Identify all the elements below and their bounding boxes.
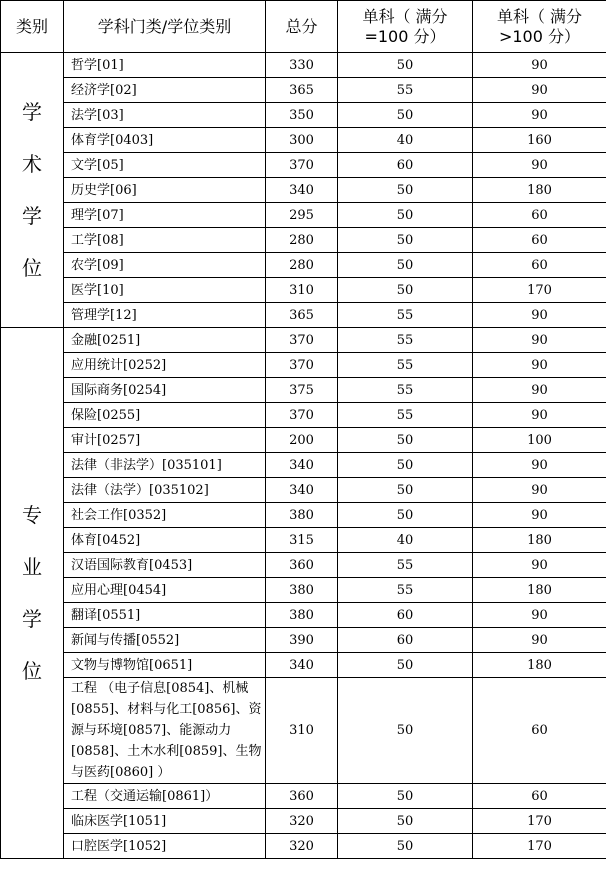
subject-cell: 哲学[01] (64, 53, 266, 78)
subject-cell: 法律（法学）[035102] (64, 478, 266, 503)
total-score-cell: 370 (266, 403, 338, 428)
table-row (1, 203, 606, 228)
subject-cell: 保险[0255] (64, 403, 266, 428)
total-score-cell: 380 (266, 503, 338, 528)
subject-cell: 管理学[12] (64, 303, 266, 328)
table-row (1, 784, 606, 809)
header-row (1, 1, 606, 53)
single-over-100-cell: 90 (473, 403, 606, 428)
subject-cell: 新闻与传播[0552] (64, 628, 266, 653)
single-over-100-cell: 90 (473, 453, 606, 478)
table-row (1, 834, 606, 859)
total-score-cell: 315 (266, 528, 338, 553)
subject-cell: 工程 （电子信息[0854]、机械[0855]、材料与化工[0856]、资源与环境[0857]、能源动力[0858]、土木水利[0859]、生物与医药[0860] ） (64, 678, 266, 784)
total-score-cell: 360 (266, 553, 338, 578)
table-row (1, 403, 606, 428)
header-single-100: 单科（ 满分=100 分） (338, 1, 473, 53)
total-score-cell: 375 (266, 378, 338, 403)
single-over-100-cell: 90 (473, 153, 606, 178)
subject-cell: 医学[10] (64, 278, 266, 303)
single-over-100-cell: 90 (473, 603, 606, 628)
single-100-cell: 50 (338, 503, 473, 528)
single-over-100-cell: 60 (473, 203, 606, 228)
subject-cell: 法学[03] (64, 103, 266, 128)
table-row (1, 528, 606, 553)
single-100-cell: 50 (338, 203, 473, 228)
subject-cell: 临床医学[1051] (64, 809, 266, 834)
total-score-cell: 390 (266, 628, 338, 653)
table-row (1, 353, 606, 378)
single-100-cell: 60 (338, 603, 473, 628)
subject-cell: 农学[09] (64, 253, 266, 278)
subject-cell: 翻译[0551] (64, 603, 266, 628)
subject-cell: 历史学[06] (64, 178, 266, 203)
total-score-cell: 300 (266, 128, 338, 153)
subject-cell: 金融[0251] (64, 328, 266, 353)
table-body (1, 53, 606, 859)
total-score-cell: 320 (266, 834, 338, 859)
total-score-cell: 280 (266, 228, 338, 253)
total-score-cell: 365 (266, 303, 338, 328)
single-100-cell: 50 (338, 228, 473, 253)
single-100-cell: 55 (338, 553, 473, 578)
single-over-100-cell: 170 (473, 834, 606, 859)
single-over-100-cell: 90 (473, 328, 606, 353)
single-over-100-cell: 180 (473, 653, 606, 678)
total-score-cell: 295 (266, 203, 338, 228)
table-row (1, 678, 606, 784)
table-row (1, 428, 606, 453)
single-100-cell: 55 (338, 328, 473, 353)
table-row (1, 503, 606, 528)
table-row (1, 453, 606, 478)
single-100-cell: 50 (338, 784, 473, 809)
subject-cell: 文物与博物馆[0651] (64, 653, 266, 678)
total-score-cell: 380 (266, 603, 338, 628)
single-over-100-cell: 90 (473, 378, 606, 403)
table-row (1, 103, 606, 128)
single-over-100-cell: 170 (473, 278, 606, 303)
single-over-100-cell: 90 (473, 628, 606, 653)
subject-cell: 国际商务[0254] (64, 378, 266, 403)
table-row (1, 603, 606, 628)
table-row (1, 478, 606, 503)
single-over-100-cell: 180 (473, 178, 606, 203)
single-over-100-cell: 60 (473, 784, 606, 809)
single-100-cell: 50 (338, 103, 473, 128)
single-over-100-cell: 180 (473, 578, 606, 603)
subject-cell: 经济学[02] (64, 78, 266, 103)
category-cell (1, 328, 64, 859)
total-score-cell: 340 (266, 653, 338, 678)
single-over-100-cell: 160 (473, 128, 606, 153)
total-score-cell: 350 (266, 103, 338, 128)
single-100-cell: 60 (338, 628, 473, 653)
table-row (1, 78, 606, 103)
subject-cell: 工学[08] (64, 228, 266, 253)
subject-cell: 审计[0257] (64, 428, 266, 453)
single-100-cell: 55 (338, 303, 473, 328)
subject-cell: 体育[0452] (64, 528, 266, 553)
table-row (1, 328, 606, 353)
single-over-100-cell: 90 (473, 303, 606, 328)
single-100-cell: 55 (338, 403, 473, 428)
single-over-100-cell: 90 (473, 353, 606, 378)
subject-cell: 文学[05] (64, 153, 266, 178)
single-over-100-cell: 90 (473, 53, 606, 78)
table-row (1, 653, 606, 678)
single-100-cell: 55 (338, 378, 473, 403)
total-score-cell: 340 (266, 453, 338, 478)
single-100-cell: 55 (338, 578, 473, 603)
single-100-cell: 40 (338, 528, 473, 553)
total-score-cell: 340 (266, 478, 338, 503)
table-row (1, 578, 606, 603)
table-row (1, 628, 606, 653)
subject-cell: 应用心理[0454] (64, 578, 266, 603)
single-100-cell: 50 (338, 678, 473, 784)
subject-cell: 口腔医学[1052] (64, 834, 266, 859)
single-100-cell: 55 (338, 78, 473, 103)
table-row (1, 809, 606, 834)
header-single-over-100: 单科（ 满分>100 分） (473, 1, 606, 53)
single-over-100-cell: 60 (473, 253, 606, 278)
single-over-100-cell: 90 (473, 478, 606, 503)
single-over-100-cell: 90 (473, 103, 606, 128)
total-score-cell: 320 (266, 809, 338, 834)
total-score-cell: 310 (266, 678, 338, 784)
subject-cell: 汉语国际教育[0453] (64, 553, 266, 578)
subject-cell: 社会工作[0352] (64, 503, 266, 528)
total-score-cell: 370 (266, 353, 338, 378)
total-score-cell: 370 (266, 153, 338, 178)
total-score-cell: 340 (266, 178, 338, 203)
single-100-cell: 40 (338, 128, 473, 153)
single-over-100-cell: 60 (473, 678, 606, 784)
total-score-cell: 200 (266, 428, 338, 453)
subject-cell: 体育学[0403] (64, 128, 266, 153)
table-row (1, 303, 606, 328)
single-100-cell: 50 (338, 428, 473, 453)
single-100-cell: 50 (338, 453, 473, 478)
category-label: 专业学位 (22, 503, 42, 683)
single-100-cell: 50 (338, 178, 473, 203)
single-100-cell: 50 (338, 278, 473, 303)
total-score-cell: 365 (266, 78, 338, 103)
subject-cell: 法律（非法学）[035101] (64, 453, 266, 478)
single-over-100-cell: 90 (473, 553, 606, 578)
table-row (1, 378, 606, 403)
table-row (1, 253, 606, 278)
subject-cell: 工程（交通运输[0861]） (64, 784, 266, 809)
single-over-100-cell: 60 (473, 228, 606, 253)
single-100-cell: 60 (338, 153, 473, 178)
subject-cell: 应用统计[0252] (64, 353, 266, 378)
single-100-cell: 50 (338, 834, 473, 859)
table-row (1, 178, 606, 203)
single-100-cell: 50 (338, 53, 473, 78)
header-category: 类别 (1, 1, 64, 53)
total-score-cell: 310 (266, 278, 338, 303)
table-row (1, 128, 606, 153)
single-over-100-cell: 170 (473, 809, 606, 834)
total-score-cell: 330 (266, 53, 338, 78)
total-score-cell: 280 (266, 253, 338, 278)
table-row (1, 228, 606, 253)
header-total: 总分 (266, 1, 338, 53)
single-over-100-cell: 90 (473, 503, 606, 528)
total-score-cell: 360 (266, 784, 338, 809)
table-row (1, 153, 606, 178)
total-score-cell: 380 (266, 578, 338, 603)
table-row (1, 278, 606, 303)
table-row (1, 553, 606, 578)
single-100-cell: 50 (338, 478, 473, 503)
single-100-cell: 50 (338, 809, 473, 834)
single-100-cell: 55 (338, 353, 473, 378)
single-100-cell: 50 (338, 653, 473, 678)
single-over-100-cell: 180 (473, 528, 606, 553)
total-score-cell: 370 (266, 328, 338, 353)
single-over-100-cell: 100 (473, 428, 606, 453)
subject-cell: 理学[07] (64, 203, 266, 228)
single-over-100-cell: 90 (473, 78, 606, 103)
single-100-cell: 50 (338, 253, 473, 278)
category-cell (1, 53, 64, 328)
header-subject: 学科门类/学位类别 (64, 1, 266, 53)
category-label: 学术学位 (22, 100, 42, 280)
table-row (1, 53, 606, 78)
